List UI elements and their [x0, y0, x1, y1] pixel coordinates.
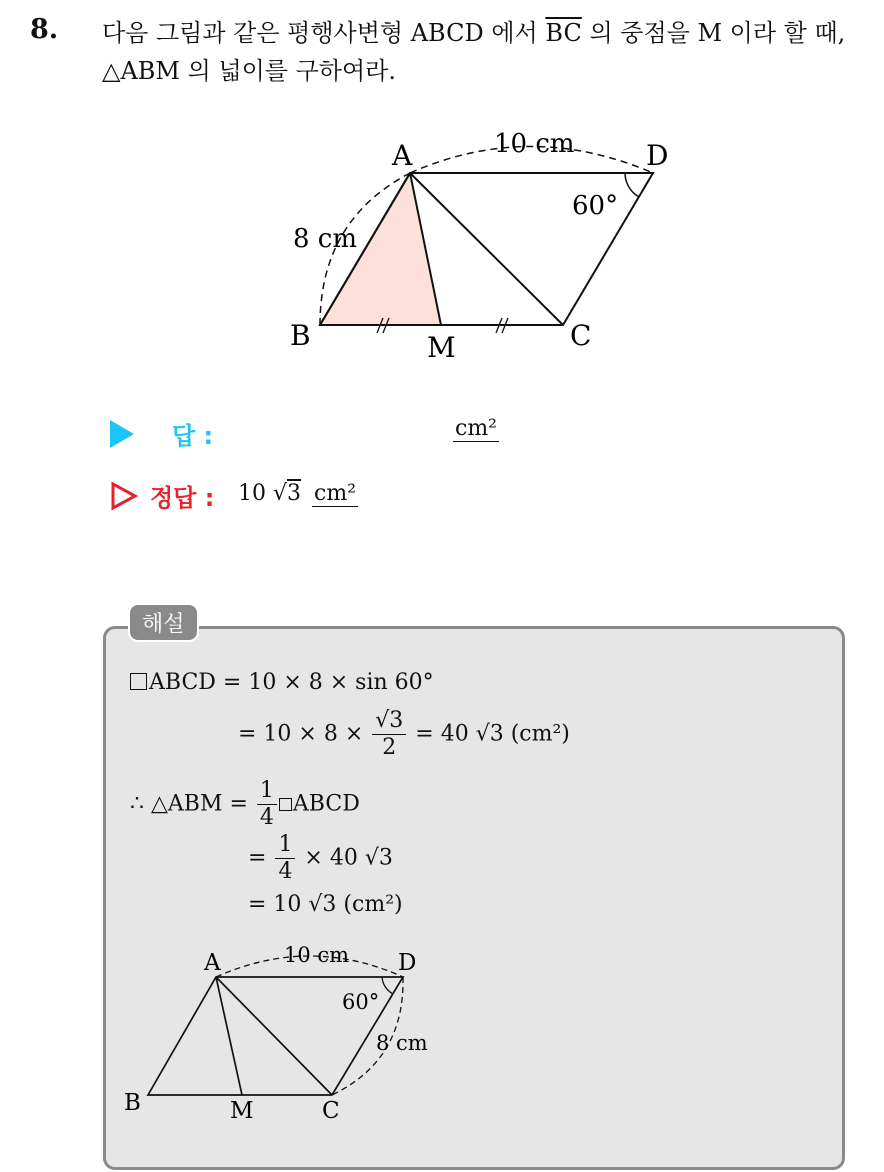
solution-radicand: 3: [287, 481, 302, 506]
label-d: D: [646, 139, 669, 172]
label-b: B: [290, 319, 311, 352]
segment-am-2: [216, 977, 242, 1095]
question-number: 8.: [30, 14, 59, 45]
explanation-line-2b: = 40 √3 (cm²): [408, 721, 570, 747]
angle-arc-2: [382, 977, 393, 994]
explanation-line-2a: = 10 × 8 ×: [238, 721, 371, 747]
angle-label-2: 60°: [342, 990, 380, 1014]
explanation-line-4b: × 40 √3: [297, 845, 393, 871]
answer-label: 답 :: [172, 422, 214, 450]
angle-label: 60°: [572, 191, 619, 221]
explanation-tag: 해설: [128, 603, 199, 642]
solution-label: 정답 :: [150, 484, 215, 512]
fraction-numerator: 1: [275, 832, 295, 859]
explanation-line-5: = 10 √3 (cm²): [248, 892, 403, 917]
segment-ac-2: [216, 977, 332, 1095]
solution-value: 10 √3 cm²: [238, 481, 357, 506]
label-m-2: M: [230, 1098, 254, 1124]
segment-bc: $\overline{BC}$: [545, 19, 582, 47]
fraction-denominator: 4: [278, 859, 293, 884]
explanation-line-1-text: ABCD = 10 × 8 × sin 60°: [149, 670, 434, 695]
label-b-2: B: [124, 1090, 141, 1116]
question-text-part2: 의 중점을 M 이라 할 때, △ABM 의 넓이를 구하여라.: [102, 19, 846, 85]
explanation-line-4a: =: [248, 845, 274, 871]
explanation-line-3b: ABCD: [292, 791, 360, 817]
solution-unit: cm²: [314, 481, 357, 506]
label-c: C: [570, 319, 592, 352]
fraction-denominator: 4: [259, 805, 274, 830]
label-d-2: D: [398, 950, 417, 976]
side-right-label-2: 8 cm: [376, 1031, 428, 1055]
fraction-numerator: √3: [372, 708, 406, 735]
fraction-denominator: 2: [382, 735, 397, 760]
side-top-label: 10 cm: [494, 129, 575, 159]
question-text-part1: 다음 그림과 같은 평행사변형 ABCD 에서: [102, 19, 546, 47]
label-a: A: [392, 139, 413, 172]
label-m: M: [427, 331, 456, 364]
label-a-2: A: [204, 950, 221, 976]
solution-number: 10: [238, 481, 266, 506]
side-left-label: 8 cm: [293, 224, 358, 254]
label-c-2: C: [322, 1098, 340, 1124]
side-top-label-2: 10 cm: [284, 943, 350, 967]
fraction-numerator: 1: [257, 778, 277, 805]
explanation-line-3a: ∴ △ABM =: [130, 791, 255, 817]
answer-unit: cm²: [455, 416, 498, 441]
